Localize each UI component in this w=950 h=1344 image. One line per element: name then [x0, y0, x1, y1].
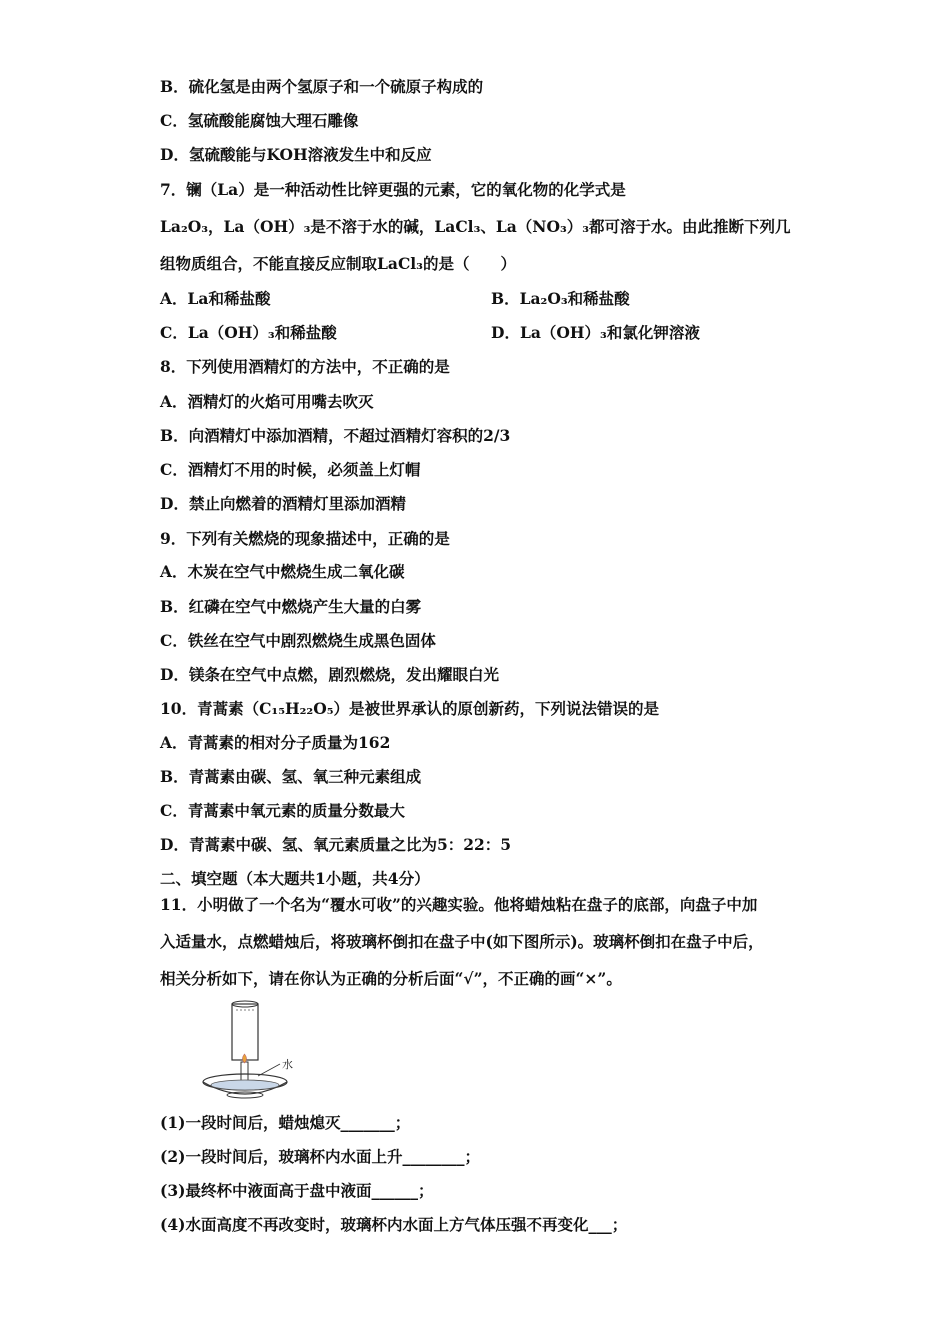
option-7b: B．La₂O₃和稀盐酸	[491, 289, 630, 308]
option-9a: A．木炭在空气中燃烧生成二氧化碳	[160, 562, 405, 581]
question-7-stem-3: 组物质组合，不能直接反应制取LaCl₃的是（ ）	[160, 254, 516, 273]
analysis-2: (2)一段时间后，玻璃杯内水面上升________；	[160, 1147, 480, 1166]
analysis-4: (4)水面高度不再改变时，玻璃杯内水面上方气体压强不再变化___；	[160, 1215, 628, 1234]
option-6b: B．硫化氢是由两个氢原子和一个硫原子构成的	[160, 77, 484, 96]
option-6d: D．氢硫酸能与KOH溶液发生中和反应	[160, 145, 432, 164]
water-surface	[211, 1080, 279, 1090]
option-10d: D．青蒿素中碳、氢、氧元素质量之比为5：22：5	[160, 835, 512, 854]
question-7-stem: 7．镧（La）是一种活动性比锌更强的元素，它的氧化物的化学式是	[160, 180, 626, 199]
option-9c: C．铁丝在空气中剧烈燃烧生成黑色固体	[160, 631, 436, 650]
option-7c: C．La（OH）₃和稀盐酸	[160, 323, 337, 342]
question-10-stem: 10．青蒿素（C₁₅H₂₂O₅）是被世界承认的原创新药，下列说法错误的是	[160, 699, 659, 718]
question-7-stem-2: La₂O₃，La（OH）₃是不溶于水的碱，LaCl₃、La（NO₃）₃都可溶于水。由此推断下列几	[160, 217, 791, 236]
option-10c: C．青蒿素中氧元素的质量分数最大	[160, 801, 405, 820]
candle-experiment-figure	[196, 998, 306, 1102]
analysis-3: (3)最终杯中液面高于盘中液面______；	[160, 1181, 434, 1200]
option-7a: A．La和稀盐酸	[160, 289, 271, 308]
option-9d: D．镁条在空气中点燃，剧烈燃烧，发出耀眼白光	[160, 665, 499, 684]
section-heading: 二、填空题（本大题共1小题，共4分）	[160, 869, 430, 888]
question-11-stem-2: 入适量水，点燃蜡烛后，将玻璃杯倒扣在盘子中(如下图所示)。玻璃杯倒扣在盘子中后，	[160, 932, 764, 951]
option-9b: B．红磷在空气中燃烧产生大量的白雾	[160, 597, 422, 616]
option-7d: D．La（OH）₃和氯化钾溶液	[491, 323, 700, 342]
question-11-stem-3: 相关分析如下，请在你认为正确的分析后面“√”，不正确的画“×”。	[160, 969, 622, 988]
question-11-stem: 11．小明做了一个名为“覆水可收”的兴趣实验。他将蜡烛粘在盘子的底部，向盘子中加	[160, 895, 758, 914]
option-8a: A．酒精灯的火焰可用嘴去吹灭	[160, 392, 374, 411]
option-8b: B．向酒精灯中添加酒精，不超过酒精灯容积的2/3	[160, 426, 511, 445]
flame	[243, 1054, 247, 1063]
question-8-stem: 8．下列使用酒精灯的方法中，不正确的是	[160, 357, 450, 376]
candle	[241, 1062, 248, 1082]
question-9-stem: 9．下列有关燃烧的现象描述中，正确的是	[160, 529, 450, 548]
option-8d: D．禁止向燃着的酒精灯里添加酒精	[160, 494, 406, 513]
option-10a: A．青蒿素的相对分子质量为162	[160, 733, 391, 752]
option-8c: C．酒精灯不用的时候，必须盖上灯帽	[160, 460, 421, 479]
water-label: 水	[282, 1058, 293, 1071]
option-6c: C．氢硫酸能腐蚀大理石雕像	[160, 111, 359, 130]
inverted-glass	[232, 1004, 258, 1060]
option-10b: B．青蒿素由碳、氢、氧三种元素组成	[160, 767, 422, 786]
analysis-1: (1)一段时间后，蜡烛熄灭_______；	[160, 1113, 411, 1132]
